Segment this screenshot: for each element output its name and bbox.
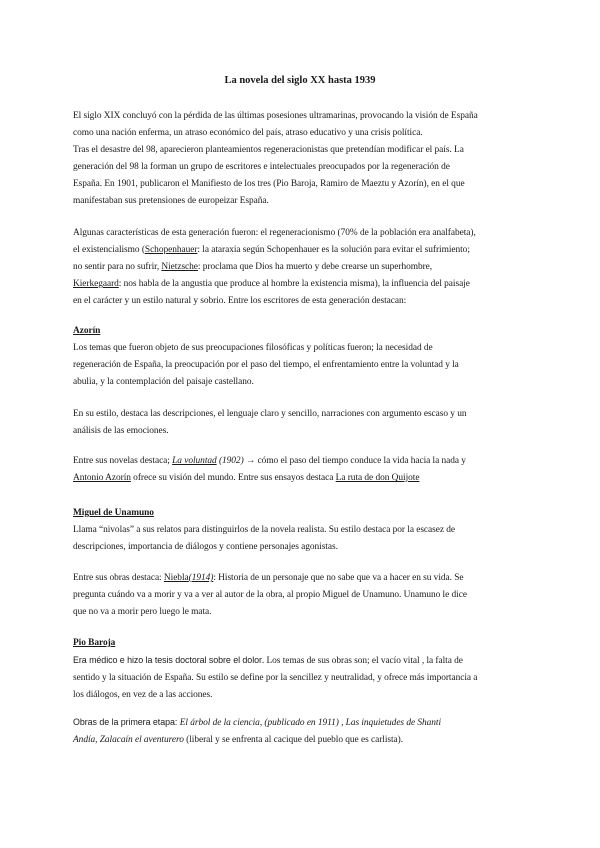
text-span: . Los temas de sus obras son; el vacío vital , la falta de — [261, 656, 463, 667]
unamuno-works-paragraph — [73, 570, 533, 621]
baroja-works-paragraph — [73, 714, 533, 749]
azorin-style-paragraph — [73, 406, 533, 440]
text-line — [73, 453, 533, 470]
characteristics-section — [73, 225, 533, 310]
text-span: el existencialismo ( — [73, 245, 145, 256]
unamuno-section — [73, 505, 533, 556]
text-line: regeneración de España, la preocupación por el paso del tiempo, el enfrentamiento entre la voluntad y la — [73, 360, 459, 371]
document-title: La novela del siglo XX hasta 1939 — [224, 75, 376, 86]
text-line — [73, 714, 533, 732]
text-line — [73, 276, 533, 293]
text-span: Entre sus obras destaca: — [73, 573, 164, 583]
text-span: : nos habla de la angustia que produce al hombre la existencia misma), la influencia del paisaje — [118, 279, 470, 290]
text-line: descripciones, importancia de diálogos y contiene personajes agonistas. — [73, 542, 338, 553]
text-line: que no va a morir pero luego le mata. — [73, 607, 212, 618]
text-span: : la ataraxia según Schopenhauer es la solución para evitar el sufrimiento; — [197, 245, 470, 256]
text-line: como una nación enferma, un atraso económico del país, atraso educativo y una crisis política. — [73, 128, 423, 139]
text-line: El siglo XIX concluyó con la pérdida de las últimas posesiones ultramarinas, provocando la visión de España — [73, 111, 478, 121]
section-heading-unamuno: Miguel de Unamuno — [73, 508, 154, 518]
text-span: Entre sus novelas destaca; — [73, 456, 173, 466]
link-niebla[interactable]: Niebla — [163, 573, 189, 583]
section-heading-azorin: Azorín — [73, 326, 101, 336]
text-line: Tras el desastre del 98, aparecieron planteamientos regeneracionistas que pretendían modificar el país. La — [73, 145, 464, 156]
text-span: (liberal y se enfrenta al cacique del pueblo que es carlista). — [183, 735, 404, 746]
link-kierkegaard[interactable]: Kierkegaard — [73, 279, 119, 290]
text-line: pregunta cuándo va a morir y va a ver al autor de la obra, al propio Miguel de Unamuno. Unamuno le dice — [73, 590, 467, 601]
text-span: : Historia de un personaje que no sabe que va a hacer en su vida. Se — [213, 573, 464, 583]
baroja-section — [73, 635, 533, 704]
text-line: España. En 1901, publicaron el Manifiesto de los tres (Pio Baroja, Ramiro de Maeztu y Azorín), en el que — [73, 179, 465, 190]
text-line: manifestaban sus pretensiones de europeizar España. — [73, 196, 269, 207]
text-line: En su estilo, destaca las descripciones, el lenguaje claro y sencillo, narraciones con argumento escaso y un — [73, 409, 467, 419]
link-schopenhauer[interactable]: Schopenhauer — [144, 245, 198, 256]
text-line — [73, 570, 533, 587]
text-span: → cómo el paso del tiempo conduce la vida hacia la nada y — [243, 456, 466, 466]
text-span: El árbol de la ciencia, (publicado en 1911) , Las inquietudes de Shanti — [179, 718, 442, 728]
link-la-ruta-de-don-quijote[interactable]: La ruta de don Quijote — [335, 473, 420, 484]
azorin-works-paragraph — [73, 453, 533, 487]
section-heading-baroja: Pio Baroja — [73, 638, 116, 648]
intro-section — [73, 108, 533, 211]
text-span: Obras de la primera etapa: — [73, 717, 180, 727]
text-line: Llama “nivolas” a sus relatos para distinguirlos de la novela realista. Su estilo destaca por la escasez de — [73, 525, 456, 536]
text-line: generación del 98 la forman un grupo de escritores e intelectuales preocupados por la regeneración de — [73, 162, 450, 173]
link-nietzsche[interactable]: Nietzsche — [161, 262, 198, 273]
text-span: (1902) — [216, 456, 244, 466]
text-line — [73, 242, 533, 259]
text-span: no sentir para no sufrir, — [73, 262, 162, 273]
text-line — [73, 259, 533, 276]
text-span: Andía, Zalacaín el aventurero — [73, 735, 184, 746]
text-span: : proclama que Dios ha muerto y debe crearse un superhombre, — [197, 262, 433, 273]
text-line: análisis de las emociones. — [73, 426, 169, 437]
text-line — [73, 732, 533, 749]
text-line: en el carácter y un estilo natural y sobrio. Entre los escritores de esta generación destacan: — [73, 296, 407, 307]
text-line: abulia, y la contemplación del paisaje castellano. — [73, 377, 254, 388]
text-line — [73, 470, 533, 487]
text-span: Era médico e hizo la tesis doctoral sobre el dolor — [73, 655, 262, 666]
text-line — [73, 652, 533, 670]
text-line: los diálogos, en vez de a las acciones. — [73, 690, 213, 701]
link-la-voluntad[interactable]: La voluntad — [172, 456, 217, 466]
text-span: (1914) — [188, 573, 214, 583]
text-span: ofrece su visión del mundo. Entre sus ensayos destaca — [130, 473, 336, 484]
azorin-section — [73, 323, 533, 391]
text-line: Algunas características de esta generación fueron: el regeneracionismo (70% de la población era analfabeta), — [73, 228, 476, 238]
text-line: sentido y la situación de España. Su estilo se define por la sencillez y neutralidad, y ofrece más importancia a — [73, 673, 478, 684]
link-antonio-azorin[interactable]: Antonio Azorín — [73, 473, 131, 484]
text-line: Los temas que fueron objeto de sus preocupaciones filosóficas y políticas fueron; la necesidad de — [73, 343, 433, 354]
